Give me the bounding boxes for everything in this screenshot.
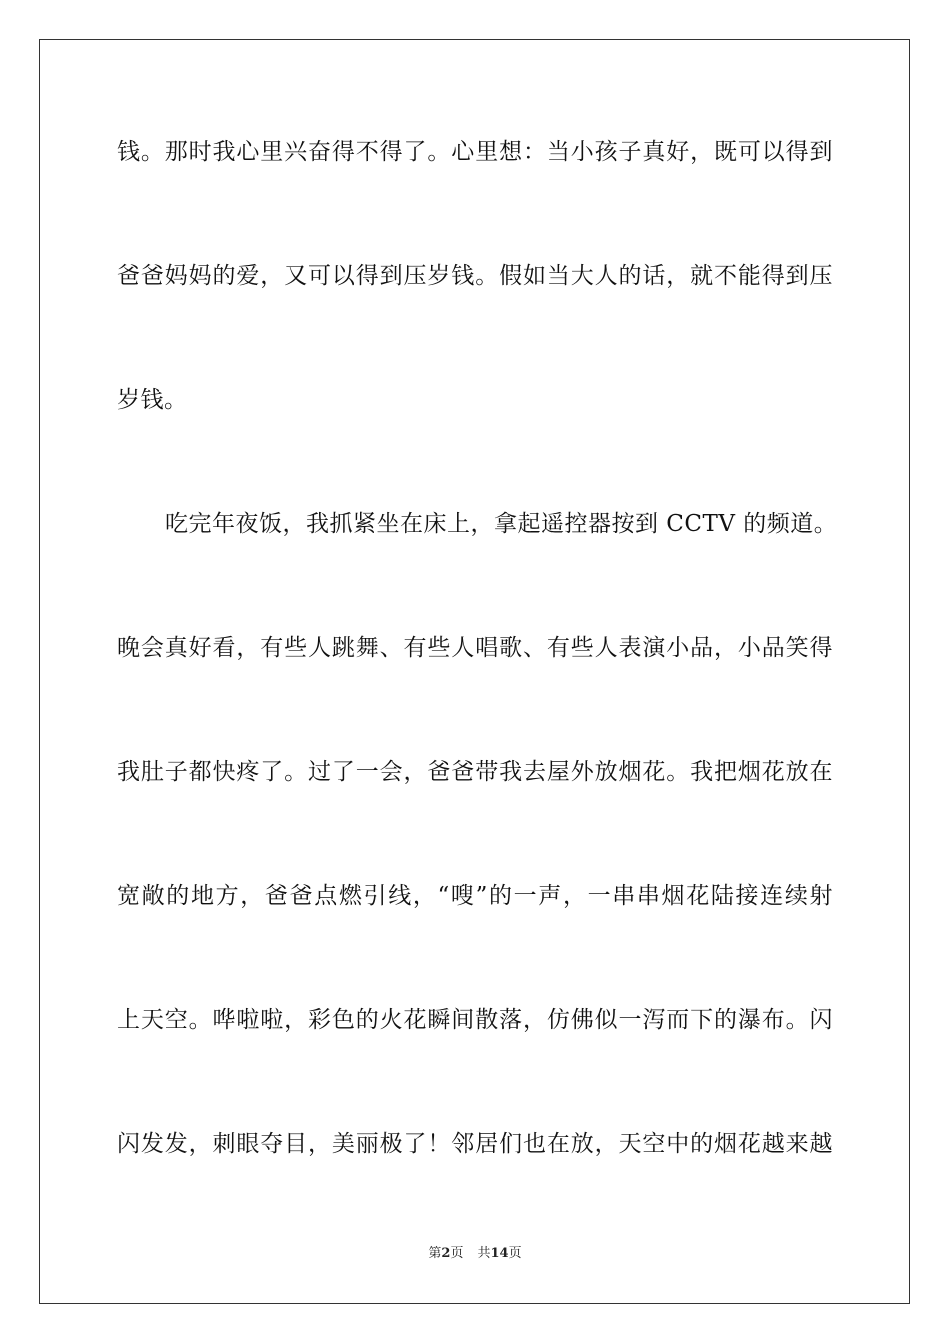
footer-page-number: 2: [441, 1246, 451, 1261]
footer-total-suffix: 页: [508, 1246, 522, 1261]
footer-page-prefix: 第: [428, 1246, 442, 1261]
text-line: 上天空。哗啦啦，彩色的火花瞬间散落，仿佛似一泻而下的瀑布。闪: [117, 1007, 833, 1033]
footer-total-pages: 14: [490, 1246, 509, 1261]
text-line: 闪发发，刺眼夺目，美丽极了！邻居们也在放，天空中的烟花越来越: [117, 1131, 833, 1157]
footer-total-prefix: 共: [477, 1246, 491, 1261]
text-line: 岁钱。: [117, 387, 188, 413]
text-line: 钱。那时我心里兴奋得不得了。心里想：当小孩子真好，既可以得到: [117, 139, 833, 165]
text-line: 我肚子都快疼了。过了一会，爸爸带我去屋外放烟花。我把烟花放在: [117, 759, 833, 785]
page-footer: [0, 1245, 950, 1263]
text-line: 爸爸妈妈的爱，又可以得到压岁钱。假如当大人的话，就不能得到压: [117, 263, 833, 289]
footer-page-suffix: 页: [450, 1246, 464, 1261]
page-border: [39, 39, 910, 1304]
text-line: 宽敞的地方，爸爸点燃引线，“嗖”的一声，一串串烟花陆接连续射: [117, 883, 833, 909]
text-line: 晚会真好看，有些人跳舞、有些人唱歌、有些人表演小品，小品笑得: [117, 635, 833, 661]
text-line-indented: 吃完年夜饭，我抓紧坐在床上，拿起遥控器按到 CCTV 的频道。: [165, 511, 838, 537]
